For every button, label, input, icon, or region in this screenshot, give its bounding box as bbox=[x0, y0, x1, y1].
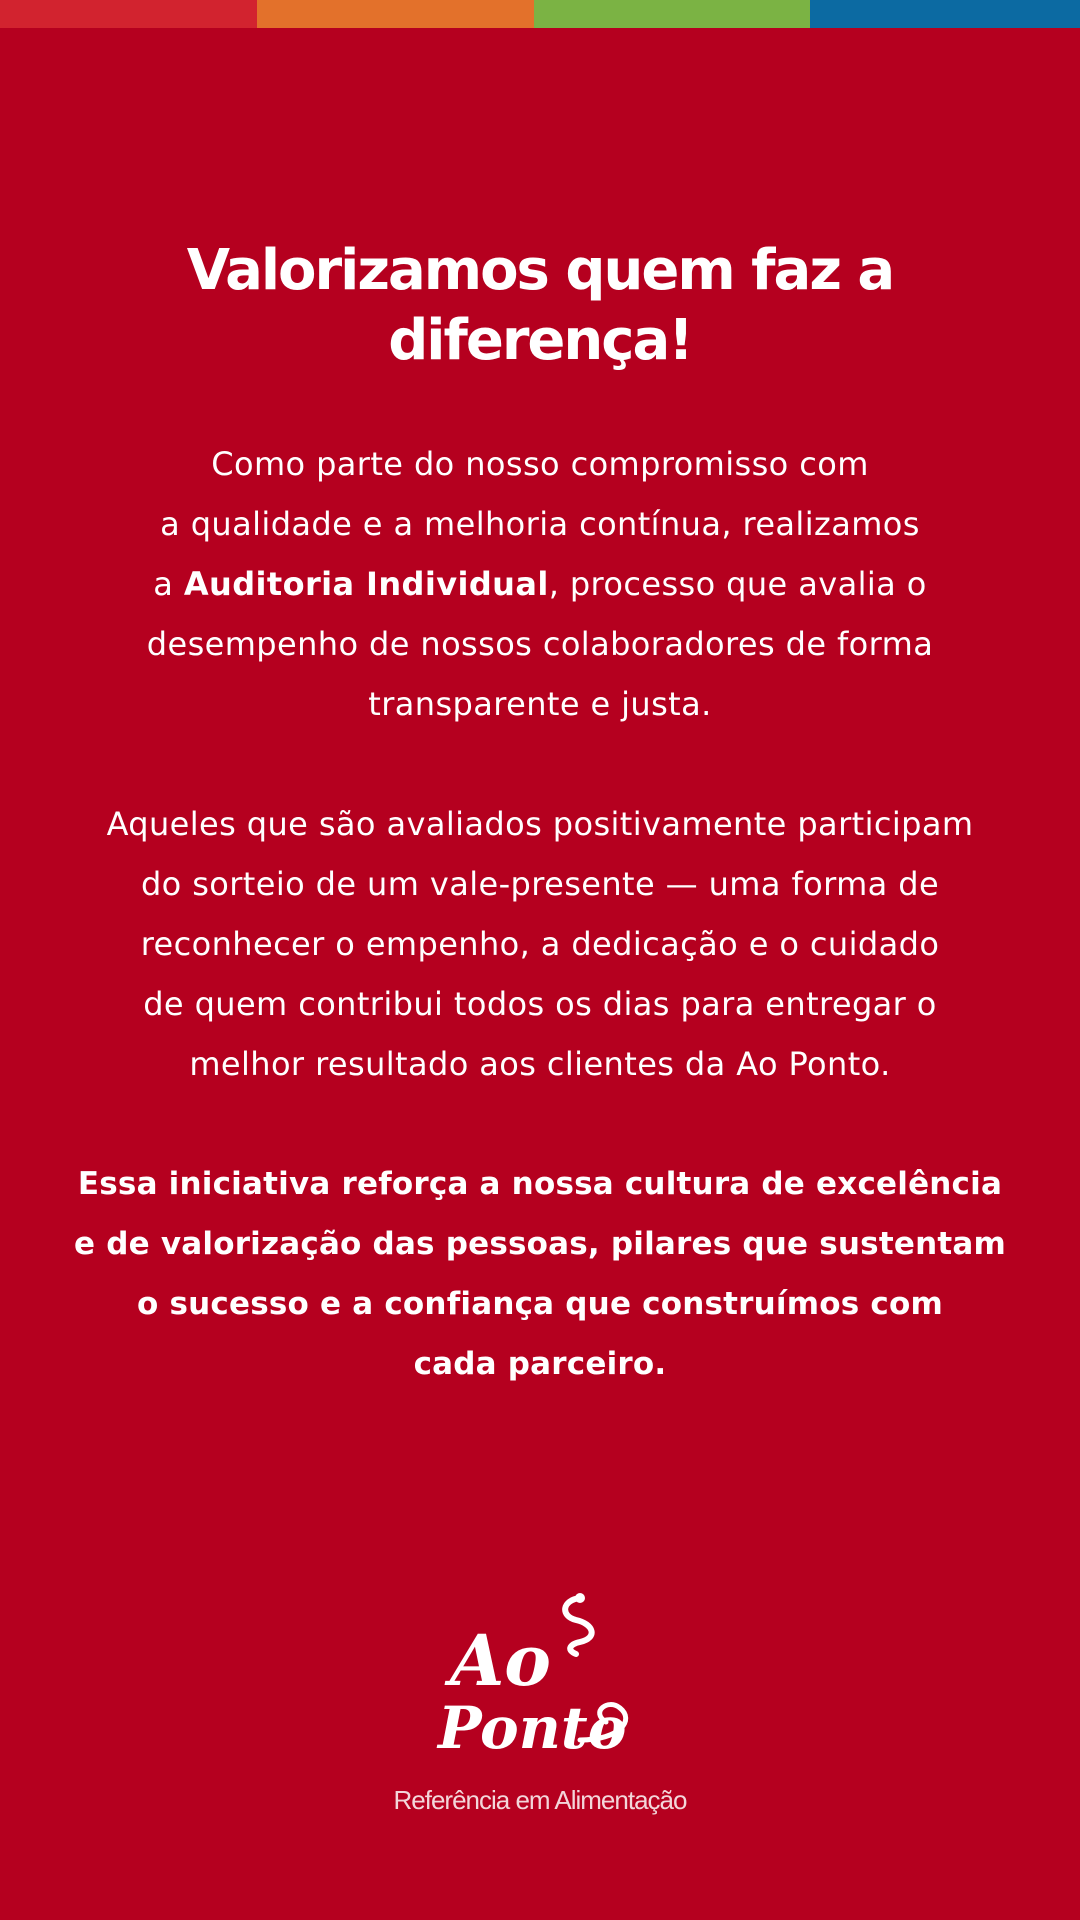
reward-line-4: de quem contribui todos os dias para entregar o bbox=[143, 985, 937, 1023]
stripe-orange bbox=[257, 0, 534, 28]
closing-paragraph bbox=[60, 1154, 1020, 1394]
stripe-green bbox=[534, 0, 810, 28]
color-stripe-bar bbox=[0, 0, 1080, 28]
logo-text-ao: Ao bbox=[450, 1619, 552, 1702]
closing-line-1: Essa iniciativa reforça a nossa cultura de excelência bbox=[77, 1166, 1003, 1202]
logo-text-ponto: Ponto bbox=[438, 1694, 627, 1760]
intro-line-3 bbox=[60, 554, 1020, 614]
intro-line-5: transparente e justa. bbox=[368, 685, 712, 723]
closing-line-2: e de valorização das pessoas, pilares que sustentam bbox=[74, 1226, 1006, 1262]
intro-paragraph bbox=[60, 434, 1020, 734]
reward-line-2: do sorteio de um vale-presente — uma forma de bbox=[140, 865, 940, 903]
intro-line-3-prefix: a bbox=[153, 565, 184, 603]
ao-ponto-logo bbox=[430, 1590, 650, 1760]
reward-line-1: Aqueles que são avaliados positivamente participam bbox=[106, 805, 974, 843]
tagline: Referência em Alimentação bbox=[393, 1785, 687, 1815]
audit-emphasis: Auditoria Individual bbox=[183, 565, 549, 603]
intro-line-3-suffix: , processo que avalia o bbox=[548, 565, 927, 603]
headline: Valorizamos quem faz a diferença! bbox=[186, 238, 894, 373]
closing-line-4: cada parceiro. bbox=[413, 1346, 667, 1382]
closing-line-3: o sucesso e a confiança que construímos com bbox=[137, 1286, 943, 1322]
intro-line-1: Como parte do nosso compromisso com bbox=[211, 445, 869, 483]
reward-line-5: melhor resultado aos clientes da Ao Ponto. bbox=[189, 1045, 891, 1083]
intro-line-4: desempenho de nossos colaboradores de forma bbox=[146, 625, 934, 663]
intro-line-2: a qualidade e a melhoria contínua, realizamos bbox=[160, 505, 920, 543]
reward-line-3: reconhecer o empenho, a dedicação e o cuidado bbox=[140, 925, 940, 963]
reward-paragraph bbox=[60, 794, 1020, 1094]
stripe-red bbox=[0, 0, 257, 28]
stripe-blue bbox=[810, 0, 1080, 28]
